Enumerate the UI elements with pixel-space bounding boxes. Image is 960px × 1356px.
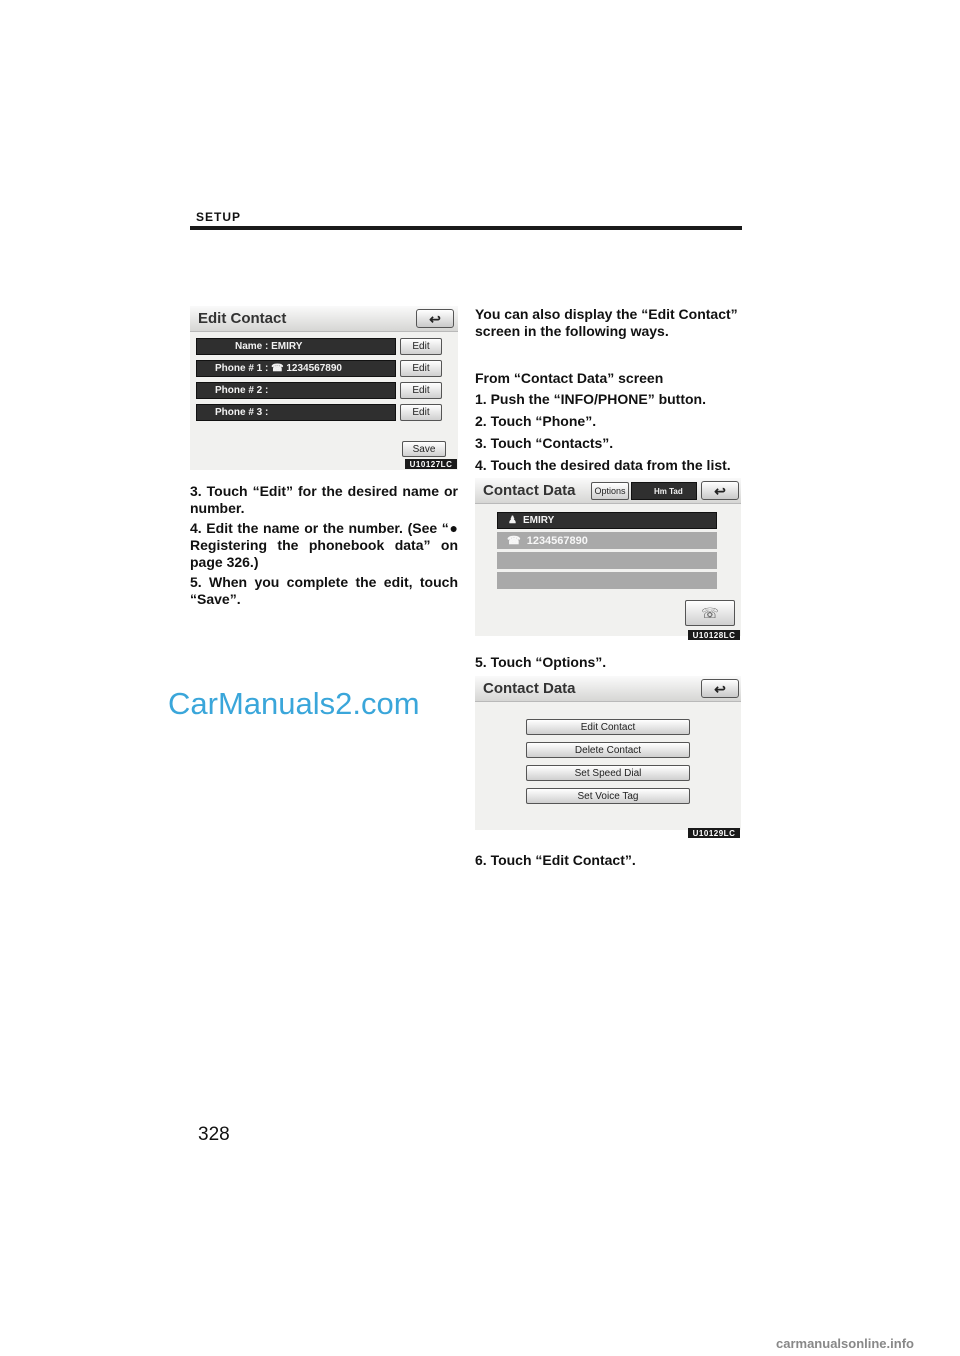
figure-code-label: U10128LC: [688, 630, 740, 640]
footer-watermark: carmanualsonline.info: [776, 1336, 914, 1351]
empty-row: [497, 572, 717, 589]
phone-1-row[interactable]: Phone # 1 : ☎ 1234567890: [196, 360, 396, 377]
screen-titlebar: [190, 306, 458, 332]
delete-contact-button[interactable]: Delete Contact: [526, 742, 690, 758]
page-number: 328: [198, 1124, 230, 1145]
voice-tag-indicator: Hm Tad: [631, 482, 697, 500]
phone-3-row[interactable]: Phone # 3 :: [196, 404, 396, 421]
screen-title: Edit Contact: [198, 310, 287, 327]
save-button[interactable]: Save: [402, 441, 446, 457]
right-step-3: 3. Touch “Contacts”.: [475, 435, 614, 451]
edit-contact-screen: [190, 306, 458, 470]
edit-contact-button[interactable]: Edit Contact: [526, 719, 690, 735]
right-step-1: 1. Push the “INFO/PHONE” button.: [475, 391, 706, 407]
right-step-2: 2. Touch “Phone”.: [475, 413, 597, 429]
edit-phone-1-button[interactable]: Edit: [400, 360, 442, 377]
screen-titlebar: [475, 676, 741, 702]
edit-name-button[interactable]: Edit: [400, 338, 442, 355]
back-arrow-icon: ↩: [714, 680, 726, 697]
call-button[interactable]: [685, 600, 735, 626]
screen-title: Contact Data: [483, 482, 576, 499]
person-icon: ♟: [508, 515, 517, 526]
edit-phone-3-button[interactable]: Edit: [400, 404, 442, 421]
edit-phone-2-button[interactable]: Edit: [400, 382, 442, 399]
section-title: SETUP: [196, 210, 242, 224]
screen-title: Contact Data: [483, 680, 576, 697]
contact-name-row[interactable]: Name : EMIRY: [196, 338, 396, 355]
right-step-6: 6. Touch “Edit Contact”.: [475, 852, 636, 868]
back-arrow-icon: ↩: [429, 310, 441, 327]
empty-row: [497, 552, 717, 569]
handset-icon: ☏: [701, 604, 719, 621]
step-3-text: 3. Touch “Edit” for the desired name or number.: [190, 483, 458, 516]
phone-number-row[interactable]: ☎ 1234567890: [497, 532, 717, 549]
screen-titlebar: [475, 478, 741, 504]
back-arrow-icon: ↩: [714, 482, 726, 499]
step-5-text: 5. When you complete the edit, touch “Save”.: [190, 574, 458, 607]
back-button[interactable]: [701, 679, 739, 698]
set-speed-dial-button[interactable]: Set Speed Dial: [526, 765, 690, 781]
watermark-logo: CarManuals2.com: [168, 686, 420, 721]
back-button[interactable]: [701, 481, 739, 500]
figure-code-label: U10129LC: [688, 828, 740, 838]
right-step-4: 4. Touch the desired data from the list.: [475, 457, 731, 473]
contact-name-row[interactable]: ♟ EMIRY: [497, 512, 717, 529]
set-voice-tag-button[interactable]: Set Voice Tag: [526, 788, 690, 804]
options-button[interactable]: Options: [591, 482, 629, 500]
back-button[interactable]: [416, 309, 454, 328]
header-rule: [190, 226, 742, 230]
phone-icon: ☎: [507, 535, 521, 547]
intro-text: You can also display the “Edit Contact” screen in the following ways.: [475, 306, 738, 339]
contact-options-screen: [475, 676, 741, 830]
subheading-text: From “Contact Data” screen: [475, 370, 664, 386]
right-step-5: 5. Touch “Options”.: [475, 654, 607, 670]
step-4-text: 4. Edit the name or the number. (See “● Registering the phonebook data” on page 326.): [190, 520, 458, 570]
phone-2-row[interactable]: Phone # 2 :: [196, 382, 396, 399]
contact-data-screen: [475, 478, 741, 636]
figure-code-label: U10127LC: [405, 459, 457, 469]
